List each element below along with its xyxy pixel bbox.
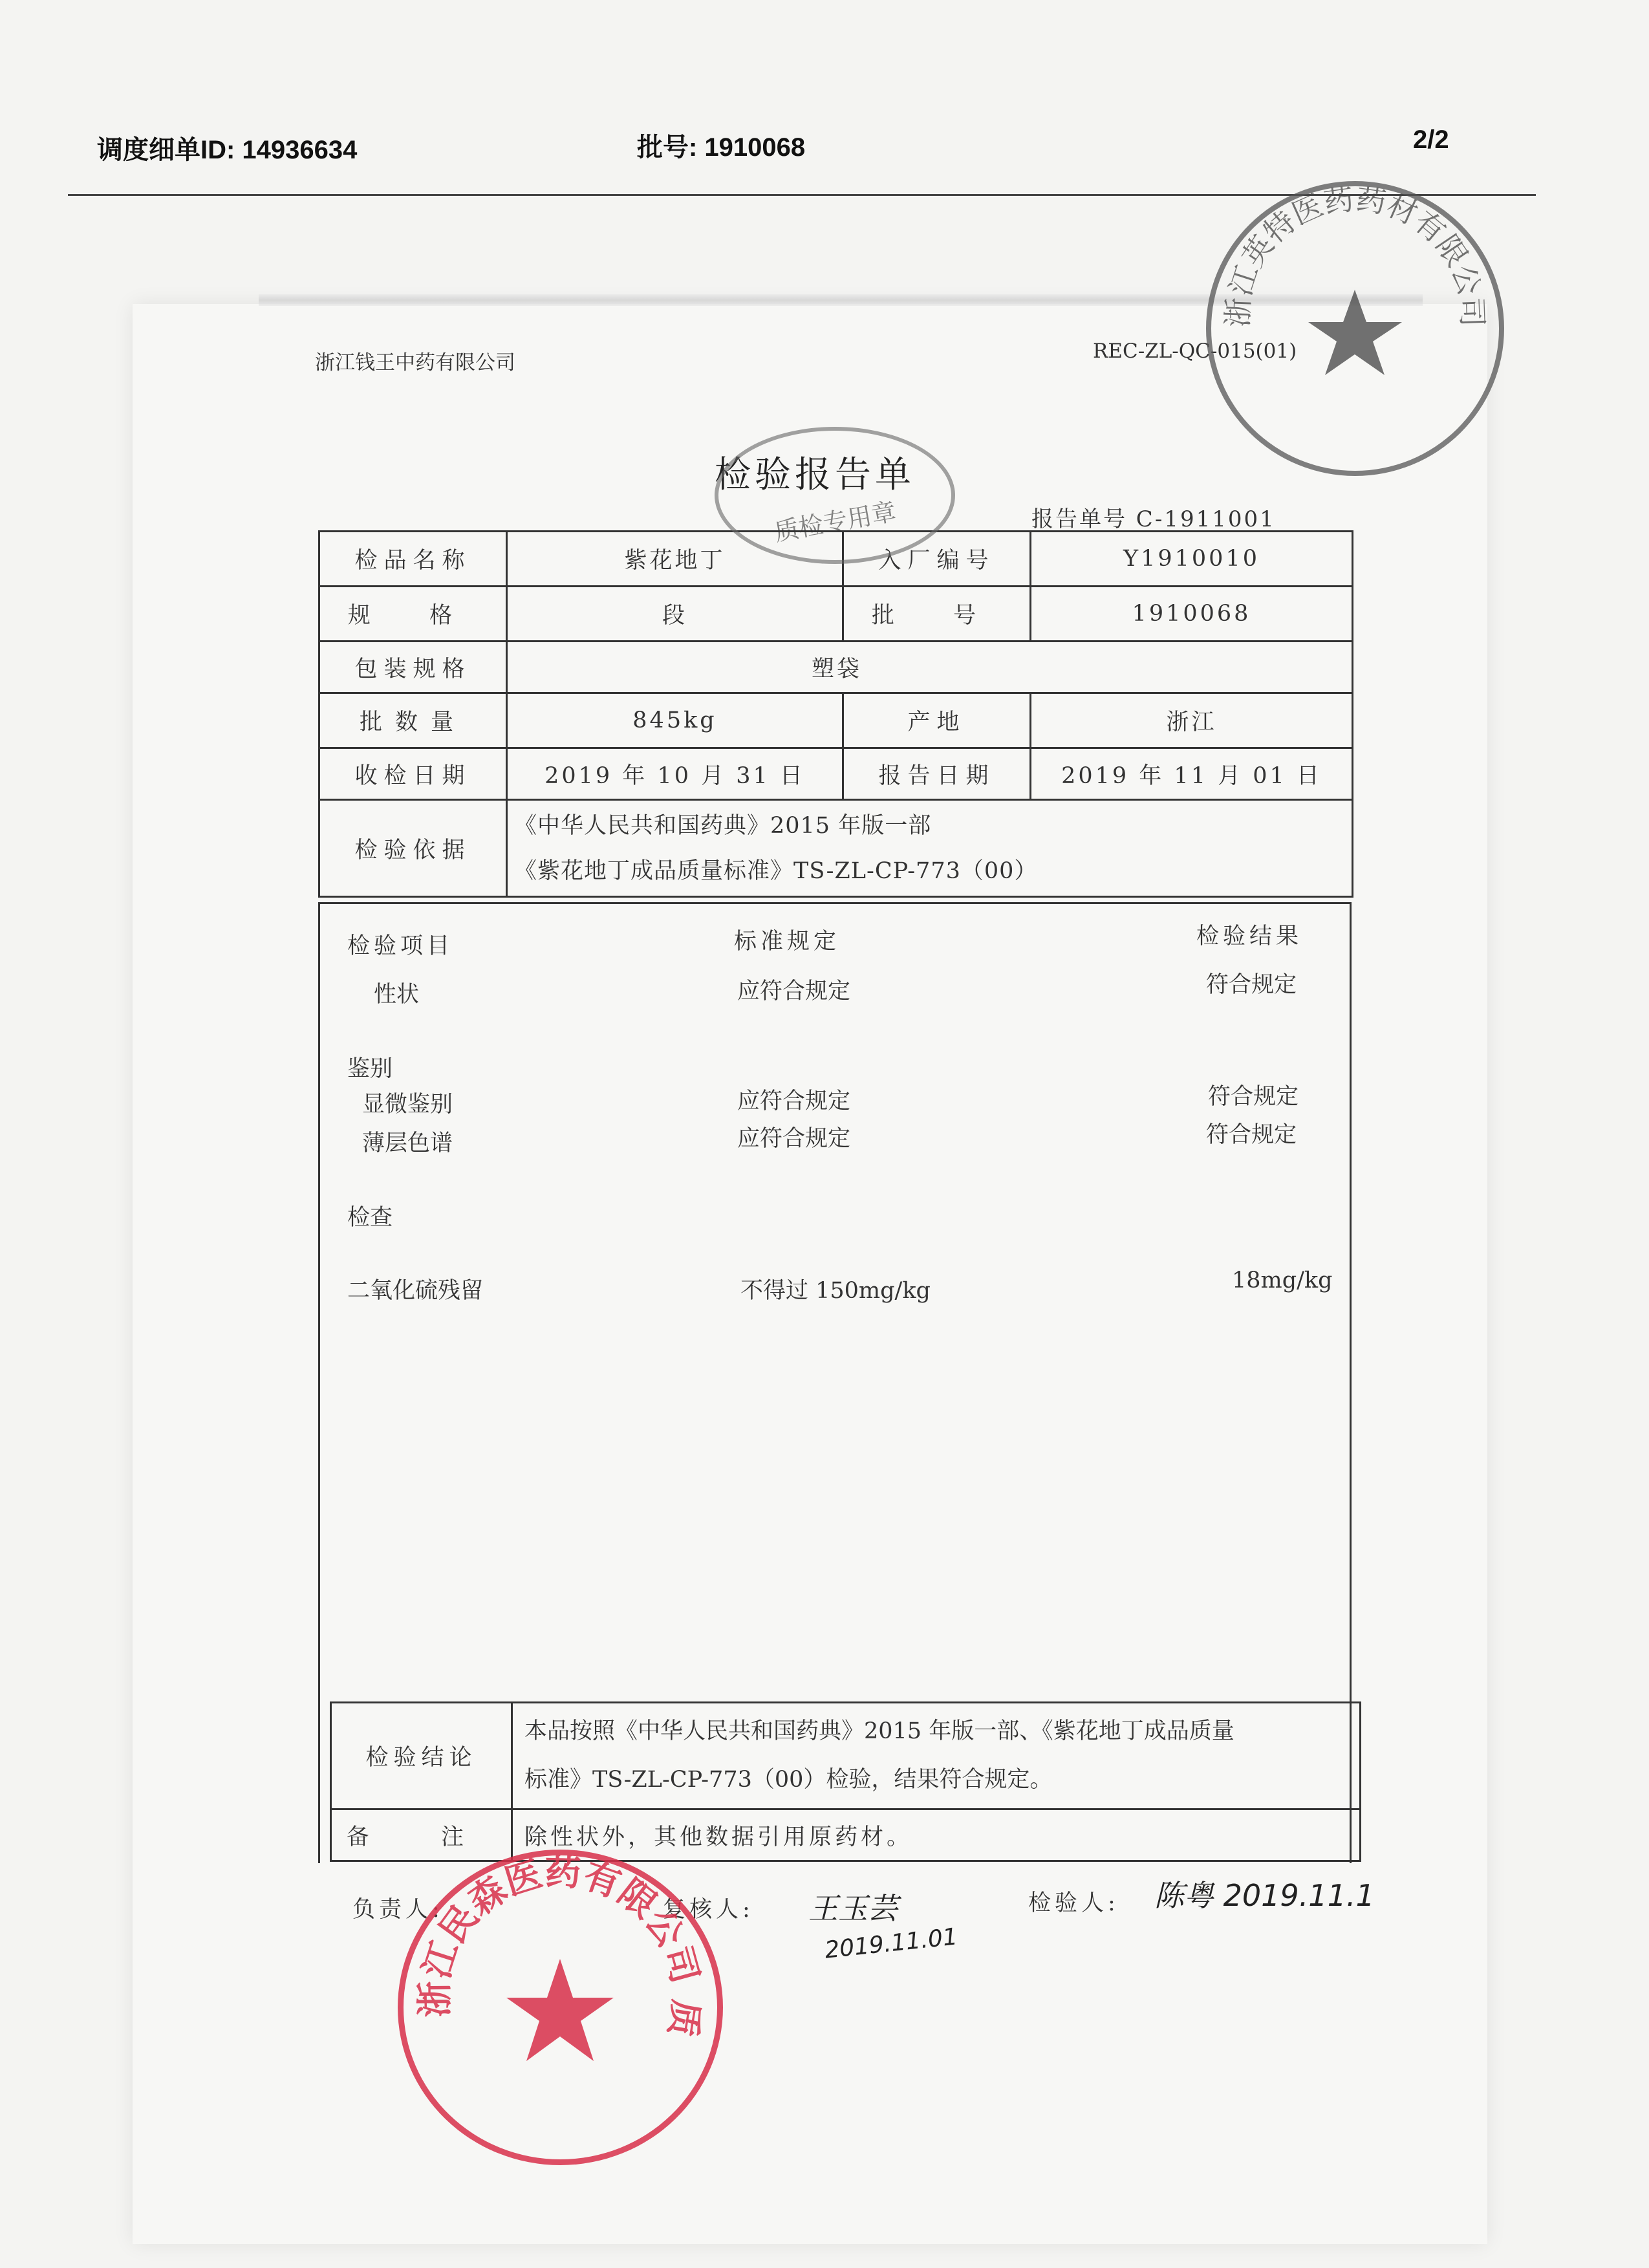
seal-text-top-right: 浙江英特医药药材有限公司 [1220,186,1491,329]
pack-value: 塑袋 [507,642,1353,693]
table-row [319,748,1353,800]
report-number: 报告单号 C-1911001 [1031,506,1276,532]
entry-value: Y1910010 [1031,532,1353,587]
middle-seal-text: 质检专用章 [772,497,899,547]
result-microscopic: 符合规定 [1208,1084,1299,1110]
dispatch-id: 调度细单ID: 14936634 [97,136,358,164]
col-result-header: 检验结果 [1196,923,1303,949]
receive-date-value: 2019 年 10 月 31 日 [507,748,843,800]
report-date-label: 报告日期 [843,748,1031,800]
inspector-signature: 陈粤 2019.11.1 [1154,1878,1375,1913]
bottom-red-seal [398,1850,723,2165]
conclusion-label: 检验结论 [331,1703,512,1809]
std-so2: 不得过 150mg/kg [740,1278,931,1304]
top-right-seal [1206,181,1504,476]
receive-date-label: 收检日期 [319,748,507,800]
reviewer-signature: 王玉芸 [808,1891,898,1926]
spec-label: 规 格 [319,587,507,642]
origin-value: 浙江 [1031,693,1353,748]
red-seal-svg [404,1855,717,2159]
star-icon [506,1959,614,2061]
basis-label: 检验依据 [319,800,507,897]
std-tlc: 应符合规定 [737,1126,851,1152]
batch-value: 1910068 [1031,587,1353,642]
item-so2: 二氧化硫残留 [347,1278,484,1304]
table-row [331,1809,1361,1861]
table-row [331,1703,1361,1809]
remark-text: 除性状外，其他数据引用原药材。 [512,1809,1361,1861]
entry-label: 入厂编号 [843,532,1031,587]
responsible-label: 负责人: [352,1897,444,1923]
std-microscopic: 应符合规定 [737,1088,851,1114]
table-row [319,642,1353,693]
form-code: REC-ZL-QC-015(01) [1093,340,1297,363]
item-microscopic: 显微鉴别 [362,1092,453,1118]
col-standard-header: 标准规定 [734,929,841,955]
result-appearance: 符合规定 [1206,972,1297,998]
qty-label: 批数量 [319,693,507,748]
origin-label: 产地 [843,693,1031,748]
reviewer-date: 2019.11.01 [823,1923,959,1964]
conclusion-cell [512,1703,1361,1809]
report-date-value: 2019 年 11 月 01 日 [1031,748,1353,800]
conclusion-table [330,1701,1361,1862]
item-tlc: 薄层色谱 [362,1130,453,1156]
table-row [319,693,1353,748]
company-name: 浙江钱王中药有限公司 [315,351,515,374]
basis-line-2: 《紫花地丁成品质量标准》TS-ZL-CP-773（00） [514,858,1038,884]
report-title: 检验报告单 [715,454,915,496]
product-info-table [318,530,1353,898]
batch-number: 批号: 1910068 [637,133,806,162]
basis-line-1: 《中华人民共和国药典》2015 年版一部 [514,812,932,839]
conclusion-line-1: 本品按照《中华人民共和国药典》2015 年版一部、《紫花地丁成品质量 [524,1718,1234,1744]
product-value: 紫花地丁 [507,532,843,587]
std-appearance: 应符合规定 [737,978,851,1004]
result-tlc: 符合规定 [1206,1122,1297,1148]
group-check: 检查 [347,1205,393,1231]
result-so2: 18mg/kg [1232,1268,1333,1293]
page-number: 2/2 [1413,125,1449,154]
qty-value: 845kg [507,693,843,748]
pack-label: 包装规格 [319,642,507,693]
product-label: 检品名称 [319,532,507,587]
spec-value: 段 [507,587,843,642]
middle-seal [715,427,955,564]
batch-label: 批 号 [843,587,1031,642]
col-item-header: 检验项目 [347,933,454,959]
seal-text-bottom: 浙江民森医药有限公司 质 [413,1855,709,2040]
table-row [319,800,1353,897]
group-identification: 鉴别 [347,1056,393,1082]
inspector-label: 检验人: [1028,1890,1119,1916]
item-appearance: 性状 [374,982,420,1008]
conclusion-line-2: 标准》TS-ZL-CP-773（00）检验，结果符合规定。 [524,1767,1053,1793]
seal-ring-svg [1211,186,1499,471]
reviewer-label: 复核人: [663,1897,754,1923]
basis-cell [507,800,1353,897]
table-row [319,587,1353,642]
remark-label: 备 注 [331,1809,512,1861]
star-icon [1308,290,1402,375]
